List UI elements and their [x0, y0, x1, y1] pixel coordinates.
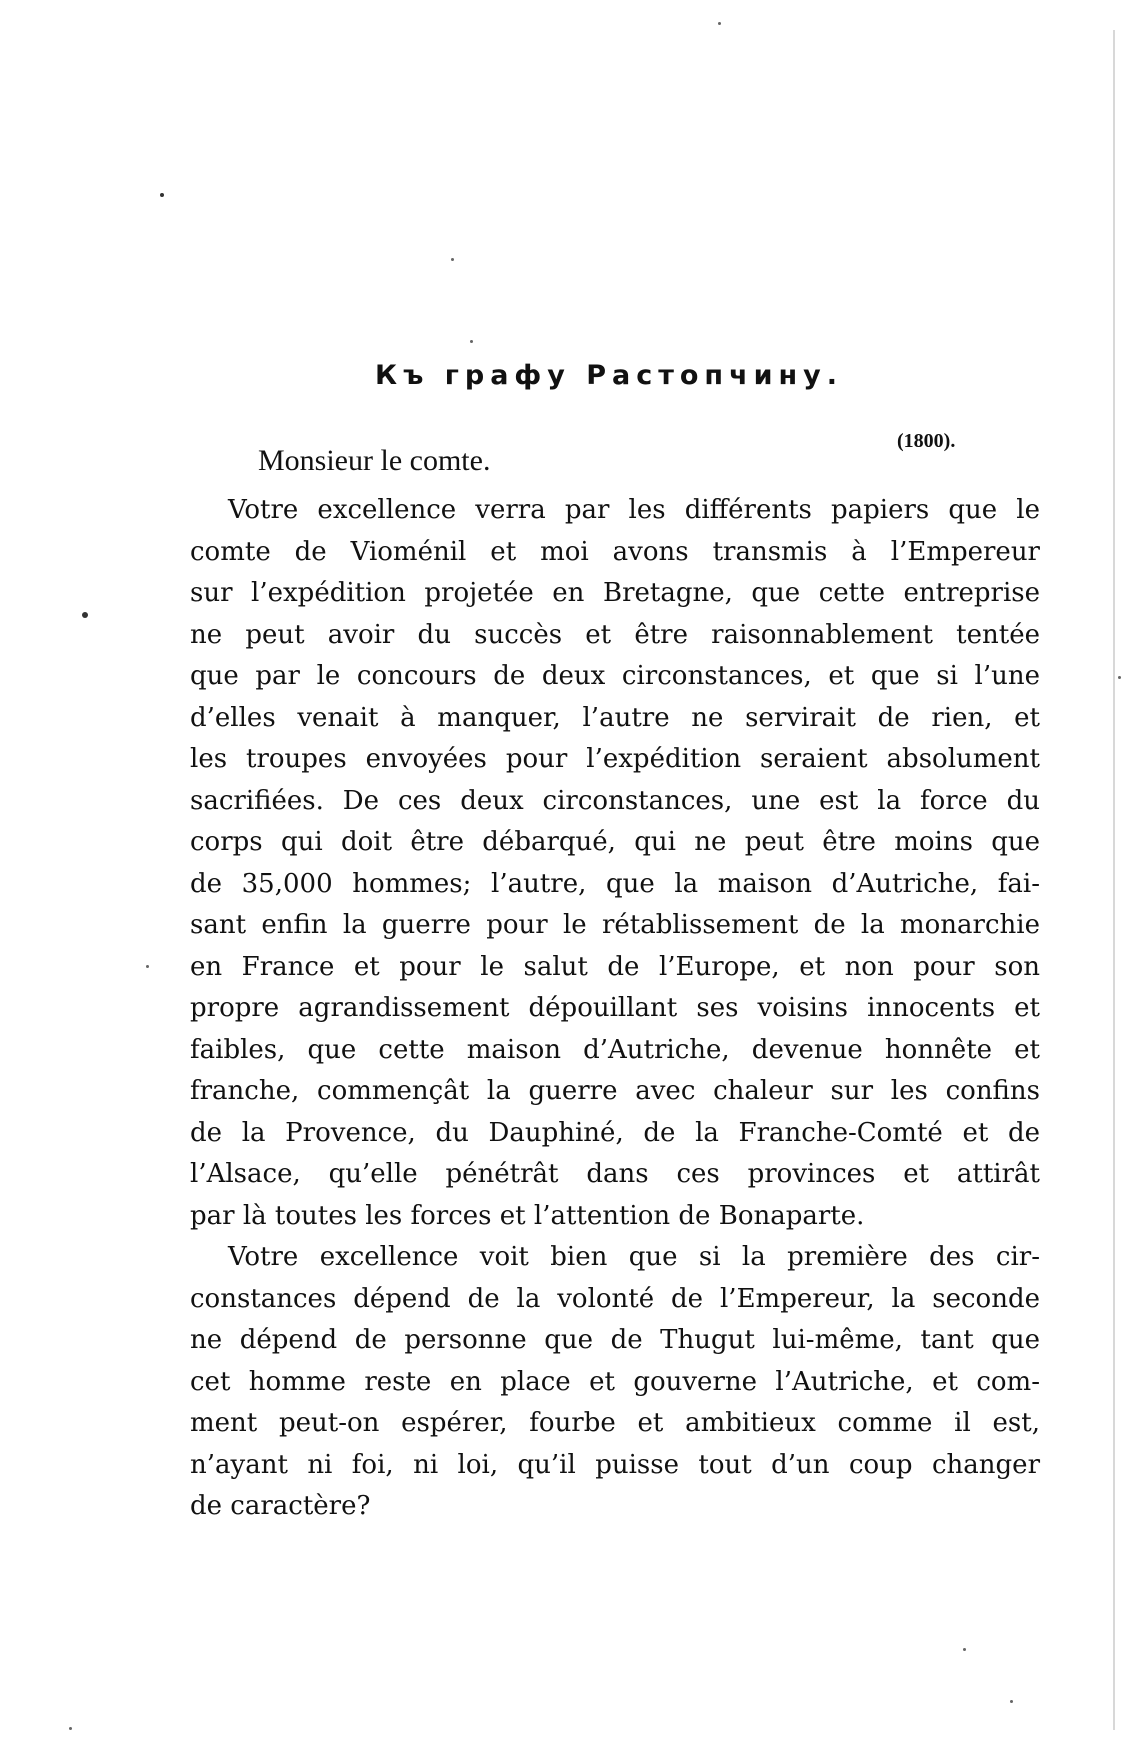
body-line: de caractère? [190, 1491, 371, 1521]
body-line: par là toutes les forces et l’attention de Bonaparte. [190, 1200, 865, 1231]
body-line: faibles, que cette maison d’Autriche, devenue honnête et [190, 1034, 1040, 1065]
print-speck [146, 965, 149, 968]
body-line: Votre excellence verra par les différents papiers que le [228, 495, 1040, 525]
print-speck [963, 1648, 966, 1651]
print-speck [718, 22, 721, 25]
body-line: en France et pour le salut de l’Europe, et non pour son [190, 951, 1040, 982]
print-speck [451, 258, 454, 261]
body-line: sant enfin la guerre pour le rétablissement de la monarchie [190, 910, 1040, 940]
body-line: ment peut-on espérer, fourbe et ambitieux comme il est, [190, 1408, 1040, 1438]
letter-salutation: Monsieur le comte. [258, 444, 491, 477]
letter-date: (1800). [897, 430, 956, 452]
body-line: sacrifiées. De ces deux circonstances, une est la force du [190, 785, 1040, 816]
body-line: de la Provence, du Dauphiné, de la Franche-Comté et de [190, 1117, 1040, 1148]
body-line: constances dépend de la volonté de l’Empereur, la seconde [190, 1283, 1040, 1314]
print-speck [1118, 676, 1121, 679]
body-line: sur l’expédition projetée en Bretagne, que cette entreprise [190, 578, 1040, 608]
body-line: de 35,000 hommes; l’autre, que la maison d’Autriche, fai- [190, 868, 1040, 899]
body-line: Votre excellence voit bien que si la première des cir- [228, 1242, 1040, 1272]
print-speck [1010, 1700, 1013, 1703]
body-line: les troupes envoyées pour l’expédition seraient absolument [190, 744, 1040, 774]
body-line: l’Alsace, qu’elle pénétrât dans ces provinces et attirât [190, 1159, 1040, 1189]
body-line: cet homme reste en place et gouverne l’Autriche, et com- [190, 1366, 1040, 1397]
body-line: ne peut avoir du succès et être raisonnablement tentée [190, 619, 1040, 650]
print-speck [69, 1727, 72, 1730]
letter-heading: Къ графу Растопчину. [375, 360, 844, 391]
letter-body [190, 490, 1040, 1528]
print-speck [160, 193, 164, 197]
body-line: franche, commençât la guerre avec chaleur sur les confins [190, 1076, 1040, 1106]
body-line: d’elles venait à manquer, l’autre ne servirait de rien, et [190, 702, 1040, 733]
body-line: n’ayant ni foi, ni loi, qu’il puisse tout d’un coup changer [190, 1449, 1040, 1480]
body-line: propre agrandissement dépouillant ses voisins innocents et [190, 993, 1040, 1023]
print-speck [82, 612, 88, 618]
body-line: corps qui doit être débarqué, qui ne peut être moins que [190, 827, 1040, 857]
print-speck [470, 340, 473, 343]
page-edge-rule [1113, 30, 1115, 1730]
body-line: ne dépend de personne que de Thugut lui-même, tant que [190, 1325, 1040, 1355]
body-line: comte de Vioménil et moi avons transmis à l’Empereur [190, 536, 1040, 567]
body-line: que par le concours de deux circonstances, et que si l’une [190, 661, 1040, 691]
